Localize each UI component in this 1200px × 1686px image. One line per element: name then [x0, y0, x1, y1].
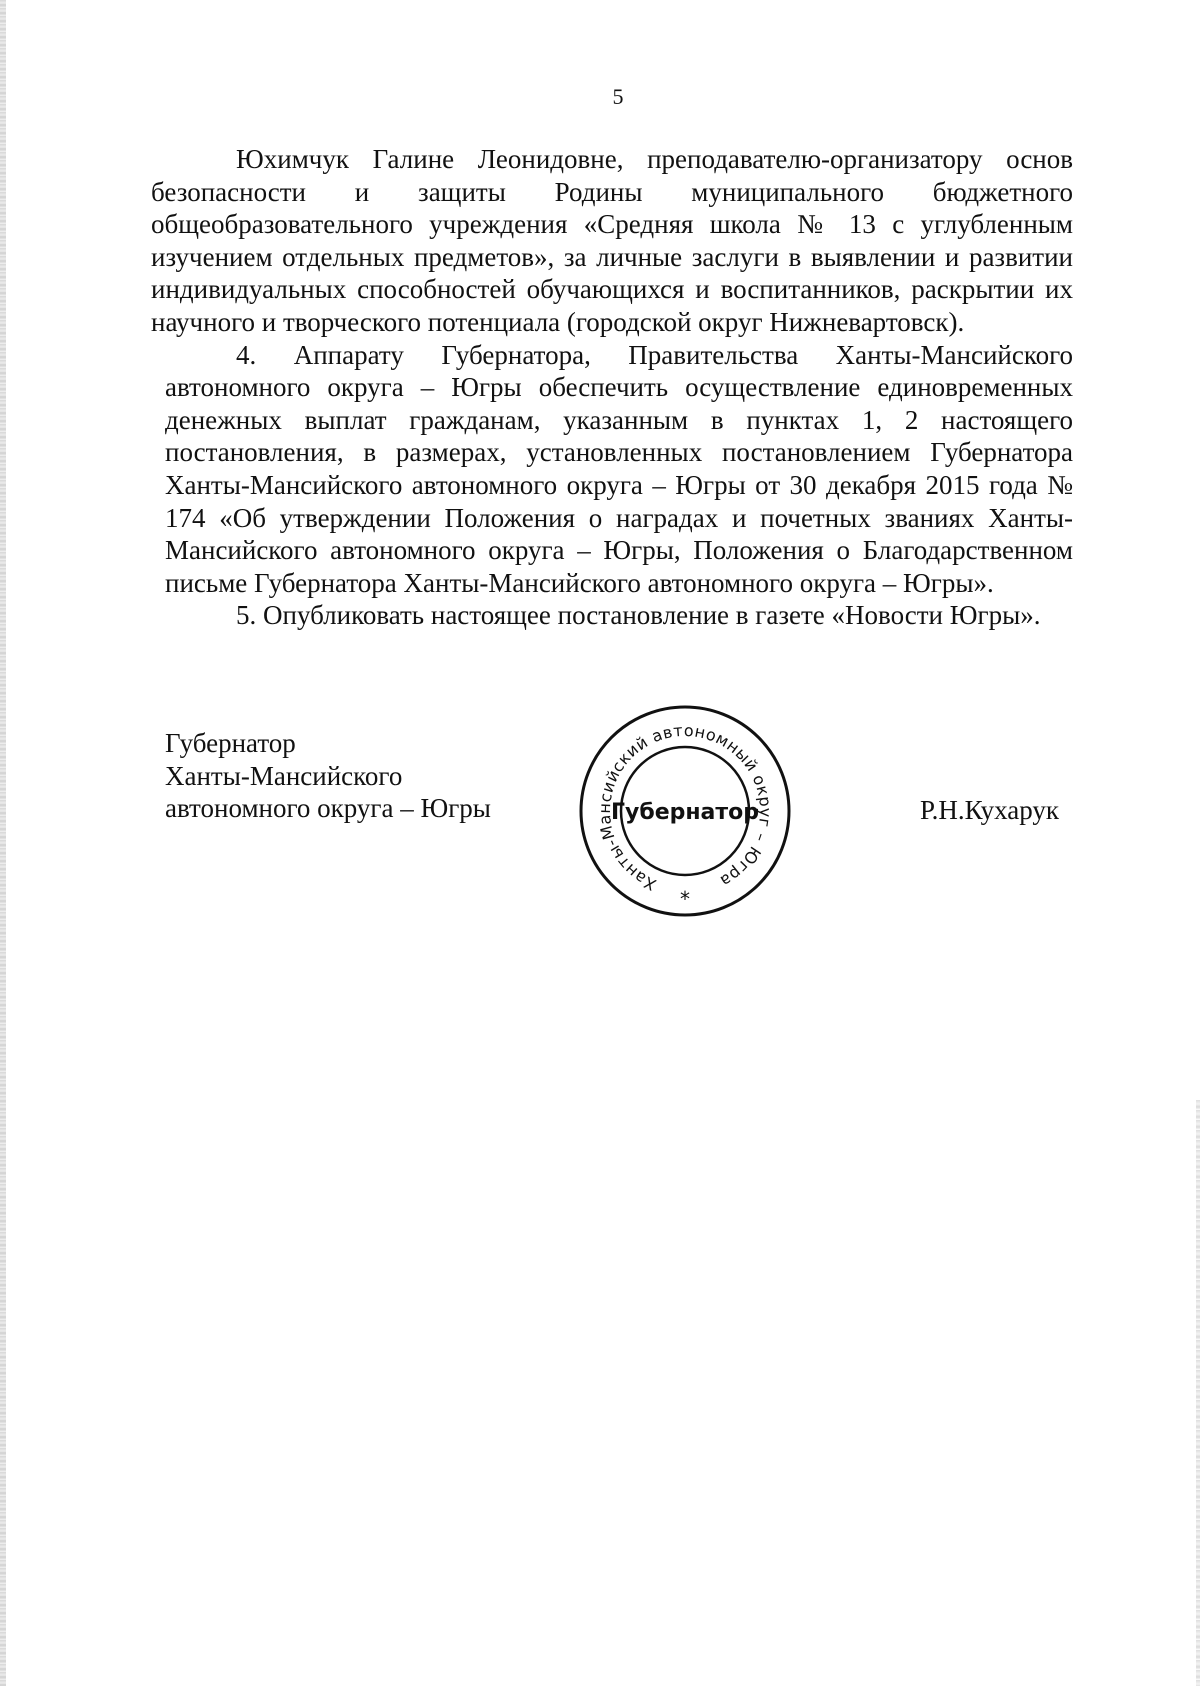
scan-edge-left — [0, 0, 6, 1686]
signature-title-line: Ханты-Мансийского — [165, 760, 403, 791]
paragraph-award-recipient: Юхимчук Галине Леонидовне, преподавателю-организатору основ безопасности и защиты Родины муниципального бюджетного общеобразовательного учреждения «Средняя школа № 13 с углубленным изучением отдельных предметов», за личные заслуги в выявлении и развитии индивидуальных способностей обучающихся и воспитанников, раскрытии их научного и творческого потенциала (городской округ Нижневартовск). — [151, 144, 1073, 337]
scan-edge-right — [1196, 1100, 1200, 1686]
signer-name: Р.Н.Кухарук — [920, 795, 1060, 825]
signature-title-block — [165, 727, 491, 825]
signature-title-line: Губернатор — [165, 728, 296, 758]
seal-center-word: Губернатор — [610, 800, 760, 825]
page-number: 5 — [612, 84, 624, 109]
document-body — [151, 143, 1073, 632]
paragraph-item-4: 4. Аппарату Губернатора, Правительства Ханты-Мансийского автономного округа – Югры обеспечить осуществление единовременных денежных выплат гражданам, указанным в пунктах 1, 2 настоящего постановления, в размерах, установленных постановлением Губернатора Ханты-Мансийского автономного округа – Югры от 30 декабря 2015 года № 174 «Об утверждении Положения о наградах и почетных званиях Ханты-Мансийского автономного округа – Югры, Положения о Благодарственном письме Губернатора Ханты-Мансийского автономного округа – Югры». — [165, 339, 1073, 598]
seal-star-icon: * — [680, 887, 690, 911]
seal-ring-text: Ханты-Мансийский автономный округ – Югра — [594, 720, 776, 895]
official-seal — [574, 700, 796, 925]
paragraph-item-5: 5. Опубликовать настоящее постановление в газете «Новости Югры». — [236, 600, 1041, 631]
signature-title-line: автономного округа – Югры — [165, 793, 491, 824]
